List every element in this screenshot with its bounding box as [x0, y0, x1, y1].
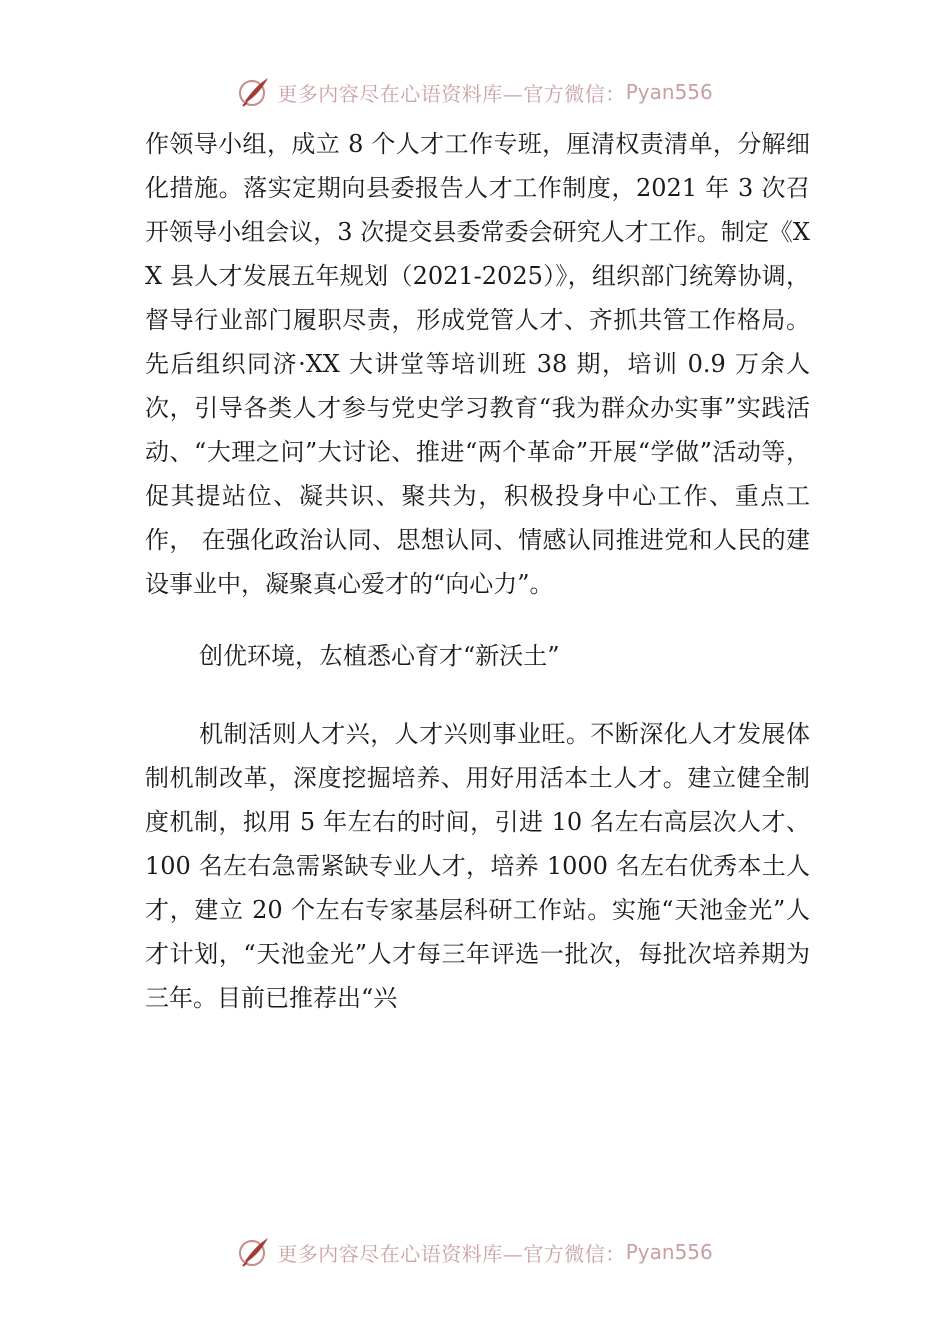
footer-watermark: [0, 1232, 950, 1272]
document-body: [145, 122, 810, 1020]
quill-logo-icon: [237, 1235, 271, 1269]
watermark-account: Pyan556: [625, 1240, 713, 1264]
section-heading: 创优环境，厷植悉心育才“新沃土”: [199, 642, 560, 670]
watermark-text: 更多内容尽在心语资料库—官方微信：: [277, 1241, 626, 1266]
quill-logo-icon: [237, 75, 271, 109]
header-watermark: [0, 72, 950, 112]
watermark-text: 更多内容尽在心语资料库—官方微信：: [277, 81, 626, 106]
paragraph-continued: 作领导小组，成立 8 个人才工作专班，厘清权责清单，分解细化措施。落实定期向县委报告人才工作制度，2021 年 3 次召开领导小组会议，3 次提交县委常委会研究人才工作。制定《XX 县人才发展五年规划（2021-2025）》，组织部门统筹协调，督导行业部门履职尽责，形成党管人才、齐抓共管工作格局。先后组织同济·XX 大讲堂等培训班 38 期，培训 0.9 万余人次，引导各类人才参与党史学习教育“我为群众办实事”实践活动、“大理之问”大讨论、推进“两个革命”开展“学做”活动等，促其提站位、凝共识、聚共为，积极投身中心工作、重点工作， 在强化政治认同、思想认同、情感认同推进党和人民的建设事业中，凝聚真心爱才的“向心力”。: [145, 130, 810, 598]
paragraph-mechanism: 机制活则人才兴，人才兴则事业旺。不断深化人才发展体制机制改革，深度挖掘培养、用好用活本土人才。建立健全制度机制，拟用 5 年左右的时间，引进 10 名左右高层次人才、100 名左右急需紧缺专业人才，培养 1000 名左右优秀本土人才，建立 20 个左右专家基层科研工作站。实施“天池金光”人才计划，“天池金光”人才每三年评选一批次，每批次培养期为三年。目前已推荐出“兴: [145, 720, 810, 1012]
watermark-account: Pyan556: [625, 80, 713, 104]
